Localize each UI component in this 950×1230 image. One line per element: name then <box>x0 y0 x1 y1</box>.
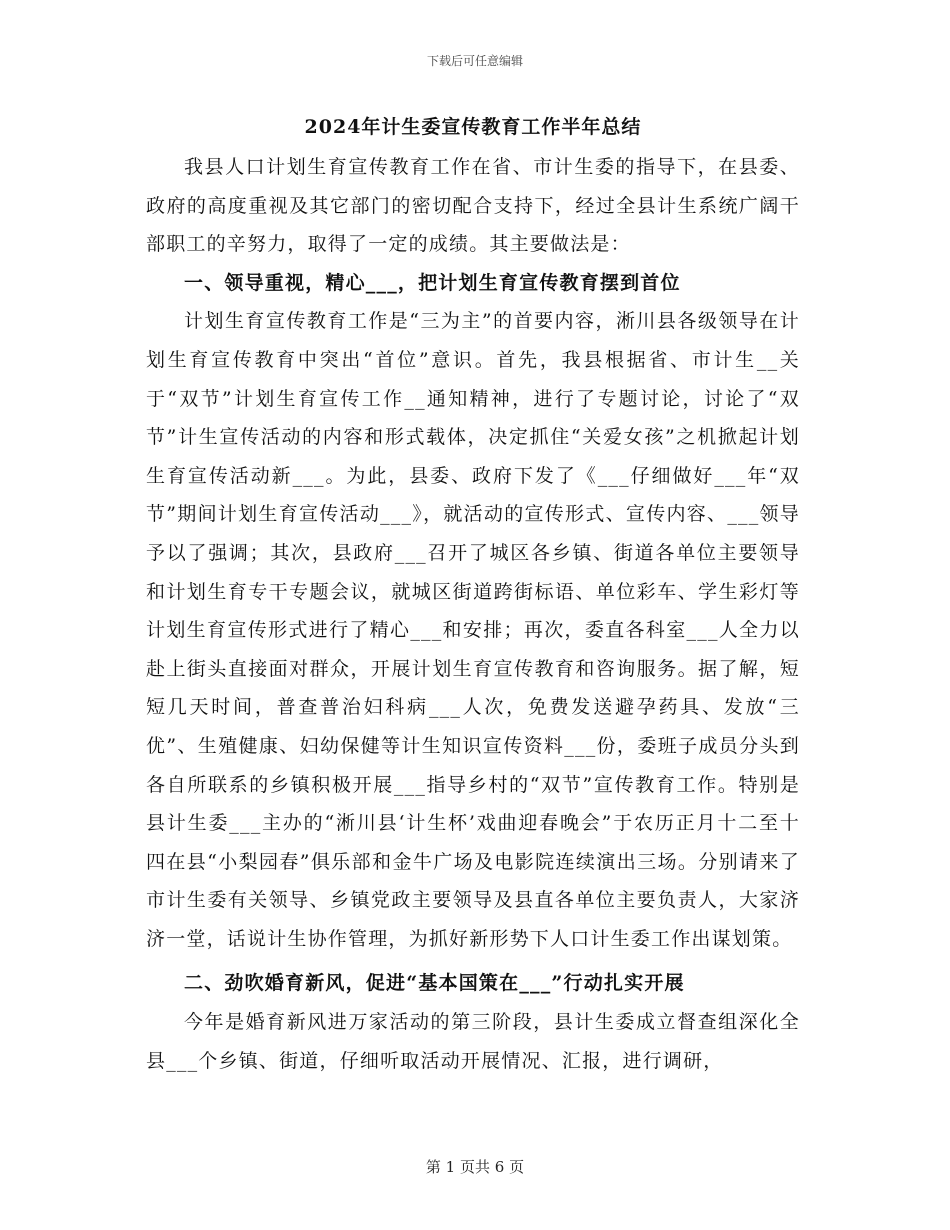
page-header-note: 下载后可任意编辑 <box>426 54 523 68</box>
section-1-paragraph: 计划生育宣传教育工作是“三为主”的首要内容，淅川县各级领导在计划生育宣传教育中突出“首位”意识。首先，我县根据省、市计生__关于“双节”计划生育宣传工作__通知精神，进行了专题讨论，讨论了“双节”计生宣传活动的内容和形式载体，决定抓住“关爱女孩”之机掀起计划生育宣传活动新___。为此，县委、政府下发了《___仔细做好___年“双节”期间计划生育宣传活动___》，就活动的宣传形式、宣传内容、___领导予以了强调；其次，县政府___召开了城区各乡镇、街道各单位主要领导和计划生育专干专题会议，就城区街道跨街标语、单位彩车、学生彩灯等计划生育宣传形式进行了精心___和安排；再次，委直各科室___人全力以赴上街头直接面对群众，开展计划生育宣传教育和咨询服务。据了解，短短几天时间，普查普治妇科病___人次，免费发送避孕药具、发放“三优”、生殖健康、妇幼保健等计生知识宣传资料___份，委班子成员分头到各自所联系的乡镇积极开展___指导乡村的“双节”宣传教育工作。特别是县计生委___主办的“淅川县‘计生杯’戏曲迎春晚会”于农历正月十二至十四在县“小梨园春”俱乐部和金牛广场及电影院连续演出三场。分别请来了市计生委有关领导、乡镇党政主要领导及县直各单位主要负责人，大家济济一堂，话说计生协作管理，为抓好新形势下人口计生委工作出谋划策。 <box>146 310 800 950</box>
section-2-paragraph: 今年是婚育新风进万家活动的第三阶段，县计生委成立督查组深化全县___个乡镇、街道，仔细听取活动开展情况、汇报，进行调研， <box>146 1011 800 1072</box>
section-1-heading: 一、领导重视，精心___，把计划生育宣传教育摆到首位 <box>184 271 681 294</box>
document-title: 2024年计生委宣传教育工作半年总结 <box>304 116 642 138</box>
page-number: 第 1 页共 6 页 <box>425 1158 525 1176</box>
intro-paragraph: 我县人口计划生育宣传教育工作在省、市计生委的指导下，在县委、政府的高度重视及其它部门的密切配合支持下，经过全县计生系统广阔干部职工的辛努力，取得了一定的成绩。其主要做法是： <box>146 156 800 256</box>
section-2-heading: 二、劲吹婚育新风，促进“基本国策在___”行动扎实开展 <box>184 972 685 995</box>
document-body <box>146 112 800 1080</box>
